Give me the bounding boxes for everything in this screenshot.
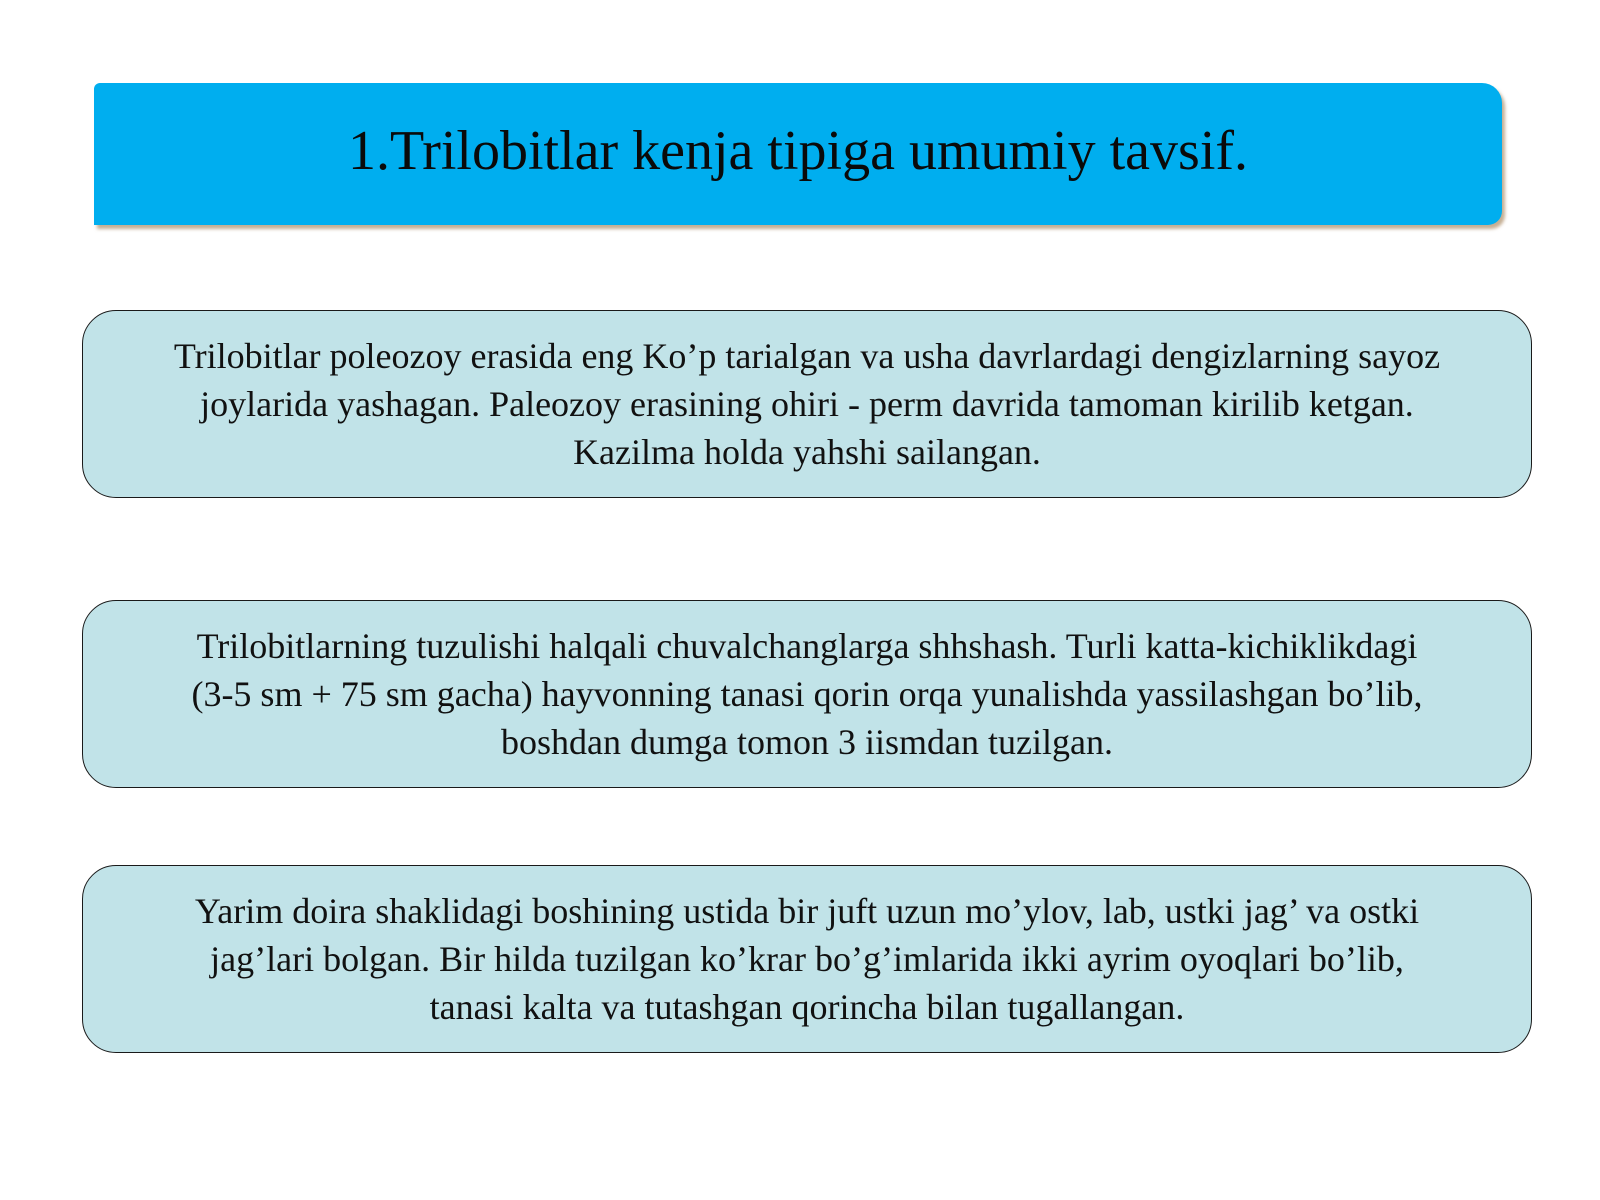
info-card-2-text: Trilobitlarning tuzulishi halqali chuvalchanglarga shhshash. Turli katta-kichiklikdagi (3-5 sm + 75 sm gacha) hayvonning tanasi qorin orqa yunalishda yassilashgan bo’lib, boshdan dumga tomon 3 iismdan tuzilgan.: [191, 626, 1423, 762]
info-card-3: [82, 865, 1532, 1053]
info-card-1-text: Trilobitlar poleozoy erasida eng Ko’p tarialgan va usha davrlardagi dengizlarning sayoz joylarida yashagan. Paleozoy erasining ohiri - perm davrida tamoman kirilib ketgan. Kazilma holda yahshi sailangan.: [173, 336, 1441, 472]
slide-title: 1.Trilobitlar kenja tipiga umumiy tavsif.: [347, 120, 1249, 182]
info-card-3-text: Yarim doira shaklidagi boshining ustida bir juft uzun mo’ylov, lab, ustki jag’ va ostki jag’lari bolgan. Bir hilda tuzilgan ko’krar bo’g’imlarida ikki ayrim oyoqlari bo’lib, tanasi kalta va tutashgan qorincha bilan tugallangan.: [194, 891, 1420, 1027]
info-card-1: [82, 310, 1532, 498]
info-card-2: [82, 600, 1532, 788]
title-banner: [94, 83, 1502, 225]
